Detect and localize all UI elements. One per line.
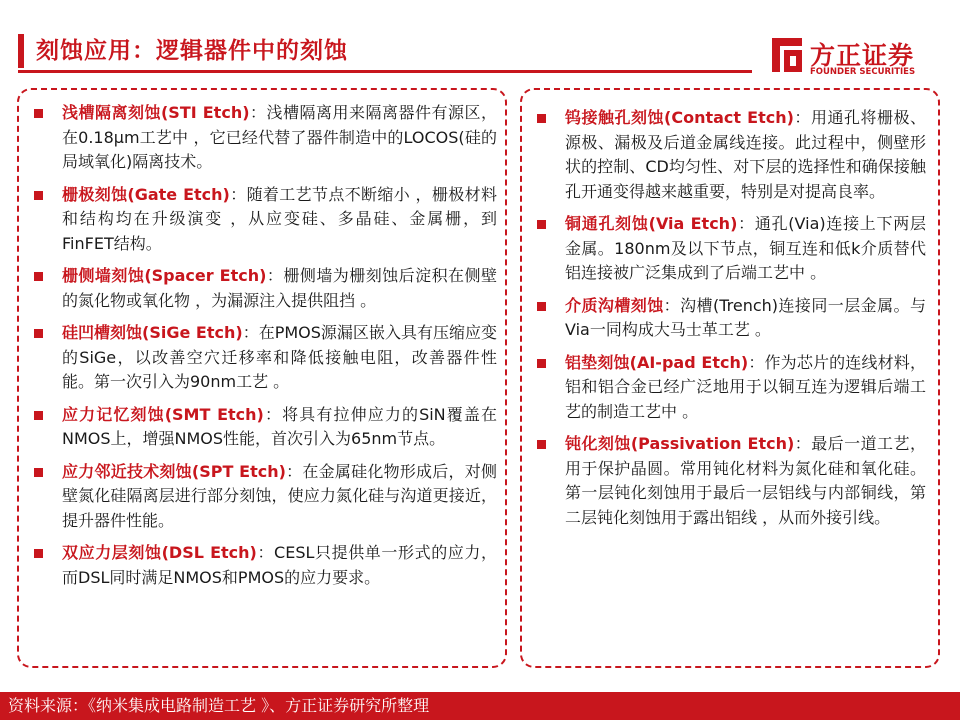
- square-bullet-icon: [34, 191, 43, 200]
- left-panel: [17, 88, 507, 668]
- etch-term: 应力邻近技术刻蚀(SPT Etch): [62, 461, 286, 481]
- company-logo: [768, 36, 944, 80]
- source-note: 资料来源：《纳米集成电路制造工艺 》、方正证券研究所整理: [0, 692, 960, 720]
- etch-item: [19, 541, 509, 590]
- etch-description: ：浅槽隔离用来隔离器件有源区，在0.18μm工艺中 ，它已经代替了器件制造中的LOCOS(硅的局域氧化)隔离技术。: [62, 103, 497, 171]
- etch-description: ：通孔(Via)连接上下两层金属。180nm及以下节点，铜互连和低k介质替代铝连接被广泛集成到了后端工艺中 。: [565, 214, 926, 282]
- etch-description: ：作为芯片的连线材料，铝和铝合金已经广泛地用于以铜互连为逻辑后端工艺的制造工艺中 。: [565, 352, 926, 421]
- etch-item: [522, 294, 942, 343]
- etch-term: 栅侧墙刻蚀(Spacer Etch): [62, 266, 267, 285]
- square-bullet-icon: [537, 220, 546, 229]
- etch-term: 铝垫刻蚀(AI-pad Etch): [565, 352, 749, 372]
- square-bullet-icon: [34, 109, 43, 118]
- etch-description: ：用通孔将栅极、源极、漏极及后道金属线连接。此过程中，侧壁形状的控制、CD均匀性、对下层的选择性和确保接触孔开通变得越来越重要，特别是对提高良率。: [565, 108, 926, 201]
- etch-term: 硅凹槽刻蚀(SiGe Etch): [62, 323, 243, 342]
- square-bullet-icon: [34, 468, 43, 477]
- square-bullet-icon: [34, 272, 43, 281]
- etch-item: [19, 264, 509, 313]
- etch-term: 钨接触孔刻蚀(Contact Etch): [565, 108, 794, 127]
- logo-chinese-name: 方正证券: [810, 41, 915, 70]
- etch-description: ：将具有拉伸应力的SiN覆盖在NMOS上，增强NMOS性能，首次引入为65nm节点。: [62, 404, 497, 448]
- etch-description: ：沟槽(Trench)连接同一层金属。与Via一同构成大马士革工艺 。: [565, 295, 926, 339]
- etch-description: ：在PMOS源漏区嵌入具有压缩应变的SiGe，以改善空穴迁移率和降低接触电阻，改善器件性能。第一次引入为90nm工艺 。: [62, 323, 497, 391]
- square-bullet-icon: [34, 549, 43, 558]
- title-accent-bar: [18, 34, 24, 68]
- etch-item: [522, 432, 942, 530]
- square-bullet-icon: [537, 114, 546, 123]
- etch-item: [19, 101, 509, 175]
- etch-item: [19, 183, 509, 257]
- etch-term: 铜通孔刻蚀(Via Etch): [565, 214, 738, 233]
- right-panel: [520, 88, 940, 668]
- etch-term: 浅槽隔离刻蚀(STI Etch): [62, 103, 250, 122]
- logo-english-name: FOUNDER SECURITIES: [810, 67, 916, 77]
- etch-description: ：栅侧墙为栅刻蚀后淀积在侧壁的氮化物或氧化物 ，为漏源注入提供阻挡 。: [62, 266, 497, 310]
- etch-item: [19, 321, 509, 395]
- etch-item: [19, 460, 509, 534]
- left-etch-list: [19, 101, 509, 598]
- etch-item: [19, 403, 509, 452]
- etch-description: ：最后一道工艺，用于保护晶圆。常用钝化材料为氮化硅和氧化硅。第一层钝化刻蚀用于最后一层铝线与内部铜线，第二层钝化刻蚀用于露出铝线 ，从而外接引线。: [565, 434, 926, 527]
- square-bullet-icon: [537, 440, 546, 449]
- etch-term: 栅极刻蚀(Gate Etch): [62, 184, 230, 204]
- square-bullet-icon: [537, 302, 546, 311]
- etch-term: 钝化刻蚀(Passivation Etch): [565, 434, 795, 453]
- etch-description: ：随着工艺节点不断缩小 ，栅极材料和结构均在升级演变 ，从应变硅、多晶硅、金属栅，到FinFET结构。: [62, 184, 497, 253]
- etch-term: 介质沟槽刻蚀: [565, 295, 664, 315]
- square-bullet-icon: [34, 329, 43, 338]
- etch-term: 双应力层刻蚀(DSL Etch): [62, 543, 257, 562]
- etch-item: [522, 106, 942, 204]
- right-etch-list: [522, 106, 942, 538]
- square-bullet-icon: [34, 411, 43, 420]
- etch-term: 应力记忆刻蚀(SMT Etch): [62, 404, 264, 424]
- etch-description: ：在金属硅化物形成后，对侧壁氮化硅隔离层进行部分刻蚀，使应力氮化硅与沟道更接近，提升器件性能。: [62, 461, 497, 530]
- title-divider: [18, 70, 752, 73]
- founder-logo-icon: [768, 36, 806, 74]
- etch-item: [522, 212, 942, 286]
- etch-item: [522, 351, 942, 425]
- page-title: 刻蚀应用：逻辑器件中的刻蚀: [36, 38, 348, 64]
- square-bullet-icon: [537, 359, 546, 368]
- etch-description: ：CESL只提供单一形式的应力，而DSL同时满足NMOS和PMOS的应力要求。: [62, 543, 497, 587]
